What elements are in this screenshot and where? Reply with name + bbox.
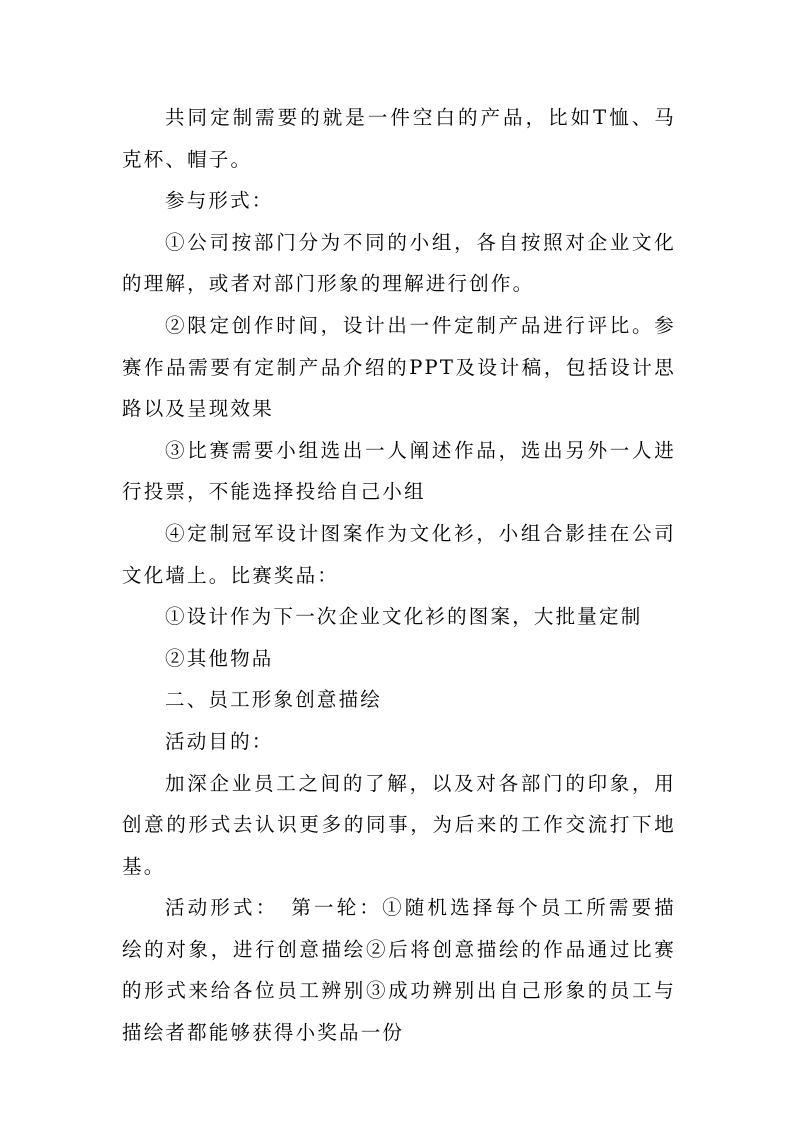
paragraph-rule-3: ③比赛需要小组选出一人阐述作品，选出另外一人进行投票，不能选择投给自己小组	[122, 438, 676, 504]
paragraph-purpose: 加深企业员工之间的了解，以及对各部门的印象，用创意的形式去认识更多的同事，为后来的工作交流打下地基。	[122, 771, 676, 878]
paragraph-blank-product: 共同定制需要的就是一件空白的产品，比如T恤、马克杯、帽子。	[122, 106, 676, 171]
section-heading-employee-image: 二、员工形象创意描绘	[165, 688, 383, 712]
paragraph-activity-format: 活动形式： 第一轮：①随机选择每个员工所需要描绘的对象，进行创意描绘②后将创意描绘的作品通过比赛的形式来给各位员工辨别③成功辨别出自己形象的员工与描绘者都能够获得小奖品一份	[122, 896, 676, 1045]
document-body	[122, 97, 676, 1054]
paragraph-rule-4: ④定制冠军设计图案作为文化衫，小组合影挂在公司文化墙上。比赛奖品：	[122, 521, 676, 587]
paragraph-prize-1: ①设计作为下一次企业文化衫的图案，大批量定制	[165, 605, 643, 629]
paragraph-participation-heading: 参与形式：	[165, 189, 274, 213]
paragraph-prize-2: ②其他物品	[165, 646, 274, 670]
paragraph-rule-2: ②限定创作时间，设计出一件定制产品进行评比。参赛作品需要有定制产品介绍的PPT及设计稿，包括设计思路以及呈现效果	[122, 313, 676, 421]
paragraph-purpose-heading: 活动目的：	[165, 729, 274, 753]
paragraph-rule-1: ①公司按部门分为不同的小组，各自按照对企业文化的理解，或者对部门形象的理解进行创作。	[122, 230, 676, 296]
